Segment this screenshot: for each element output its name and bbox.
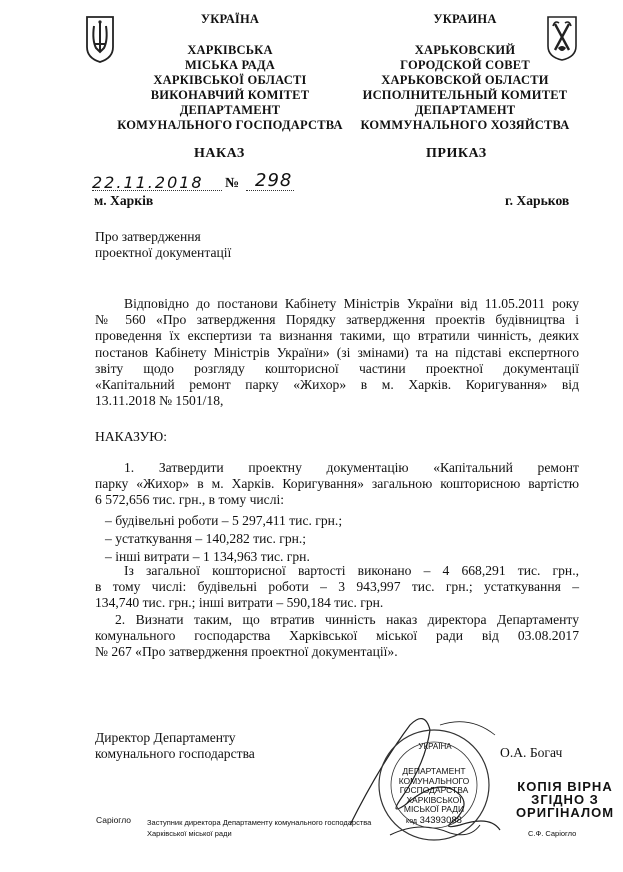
header-right <box>335 12 595 133</box>
header-left-line: КОМУНАЛЬНОГО ГОСПОДАРСТВА <box>117 118 343 132</box>
preamble <box>95 296 579 409</box>
stamp-line: МІСЬКОЇ РАДИ <box>403 804 465 814</box>
stamp-code-value: 34393088 <box>419 814 462 826</box>
order-title-ukr: НАКАЗ <box>194 146 245 161</box>
signatory-position <box>95 730 255 762</box>
header-left-line: ХАРКІВСЬКОЇ ОБЛАСТІ <box>153 73 307 87</box>
footer-sign-right: С.Ф. Саріогло <box>528 829 577 838</box>
header-right-line: ГОРОДСКОЙ СОВЕТ <box>400 58 530 72</box>
list-item: – устаткування – 140,282 тис. грн.; <box>105 531 307 547</box>
item-2-line: комунального господарства Харківської міської ради від 03.08.2017 <box>95 628 579 644</box>
list-item: – інші витрати – 1 134,963 тис. грн. <box>105 549 310 565</box>
list-item: – будівельні роботи – 5 297,411 тис. грн.; <box>105 513 343 528</box>
item-2-line: 2. Визнати таким, що втратив чинність наказ директора Департаменту <box>115 612 579 627</box>
total-line: в тому числі: будівельні роботи – 3 943,997 тис. грн.; устаткування – <box>95 579 579 595</box>
preamble-line: 13.11.2018 № 1501/18, <box>95 393 224 409</box>
stamp-line: КОМУНАЛЬНОГО <box>398 775 470 786</box>
item-1 <box>95 460 579 509</box>
subject-line: проектної документації <box>95 245 232 261</box>
preamble-line: № 560 «Про затвердження Порядку затвердження проектів будівництва і <box>95 312 579 328</box>
header-left-line: ДЕПАРТАМЕНТ <box>179 103 281 117</box>
footer-deputy-line: Заступник директора Департаменту комунального господарства <box>147 818 372 827</box>
total-line: Із загальної кошторисної вартості виконано – 4 668,291 тис. грн., <box>124 563 579 578</box>
order-number: 298 <box>255 170 293 191</box>
signatory-position-line: Директор Департаменту <box>95 730 236 745</box>
stamp-code <box>394 816 474 827</box>
copy-stamp-line: КОПІЯ ВІРНА <box>517 779 613 794</box>
footer-sign-left: Саріогло <box>96 815 132 825</box>
header-right-line: УКРАИНА <box>433 12 497 26</box>
header-right-line: КОММУНАЛЬНОГО ХОЗЯЙСТВА <box>360 118 570 132</box>
copy-stamp-line: ОРИГІНАЛОМ <box>515 805 615 820</box>
item-2 <box>95 612 579 661</box>
stamp-code-label: код <box>406 817 418 825</box>
total-line: 134,740 тис. грн.; інші витрати – 590,184 тис. грн. <box>95 595 384 611</box>
header-left <box>100 12 360 133</box>
item-1-line: парку «Жихор» в м. Харків. Коригування» загальною кошторисною вартістю <box>95 476 579 492</box>
order-date: 22.11.2018 <box>92 173 204 192</box>
header-left-line: ХАРКІВСЬКА <box>187 43 273 57</box>
item-2-line: № 267 «Про затвердження проектної документації». <box>95 644 398 660</box>
stamp-line: ГОСПОДАРСТВА <box>399 785 469 795</box>
copy-certified-stamp <box>515 780 615 819</box>
number-label: № <box>225 176 240 191</box>
stamp-line: ДЕПАРТАМЕНТ <box>402 766 466 776</box>
footer-deputy-line: Харківської міської ради <box>147 829 232 838</box>
header-right-line: ИСПОЛНИТЕЛЬНЫЙ КОМИТЕТ <box>362 88 568 102</box>
item-1-line: 1. Затвердити проектну документацію «Капітальний ремонт <box>124 460 579 475</box>
stamp-center <box>394 767 474 826</box>
header-right-line: ХАРЬКОВСКОЙ ОБЛАСТИ <box>381 73 549 87</box>
item-1-line: 6 572,656 тис. грн., в тому числі: <box>95 492 285 508</box>
header-left-line: ВИКОНАВЧИЙ КОМІТЕТ <box>150 88 310 102</box>
header-right-line: ДЕПАРТАМЕНТ <box>414 103 516 117</box>
cost-breakdown-list <box>105 513 342 566</box>
signatory-position-line: комунального господарства <box>95 746 255 762</box>
subject <box>95 229 231 261</box>
header-left-line: МІСЬКА РАДА <box>184 58 276 72</box>
total-paragraph <box>95 563 579 612</box>
city-rus: г. Харьков <box>505 193 570 208</box>
subject-line: Про затвердження <box>95 229 201 244</box>
order-word: НАКАЗУЮ: <box>95 429 168 444</box>
preamble-line: звіту щодо розгляду кошторисної частини проектної документації <box>95 360 579 376</box>
preamble-line: проведення їх експертизи та визнання такими, що втратили чинність, деяких <box>95 328 579 344</box>
stamp-ring-text: УКРАЇНА <box>418 742 452 751</box>
copy-stamp-line: ЗГІДНО З <box>531 792 599 807</box>
official-stamp <box>377 728 492 843</box>
header-right-line: ХАРЬКОВСКИЙ <box>414 43 516 57</box>
preamble-line: Відповідно до постанови Кабінету Міністрів України від 11.05.2011 року <box>124 296 579 311</box>
date-underline <box>92 190 222 191</box>
number-underline <box>246 190 294 191</box>
city-ukr: м. Харків <box>94 193 154 208</box>
signatory-name: О.А. Богач <box>500 745 563 760</box>
preamble-line: постанов Кабінету Міністрів України» (зі змінами) та на підставі експертного <box>95 344 579 360</box>
stamp-line: ХАРКІВСЬКОЇ <box>406 794 462 805</box>
preamble-line: «Капітальний ремонт парку «Жихор» в м. Харків. Коригування» від <box>95 377 579 393</box>
header-left-line: УКРАЇНА <box>200 12 260 26</box>
order-title-rus: ПРИКАЗ <box>426 146 487 161</box>
